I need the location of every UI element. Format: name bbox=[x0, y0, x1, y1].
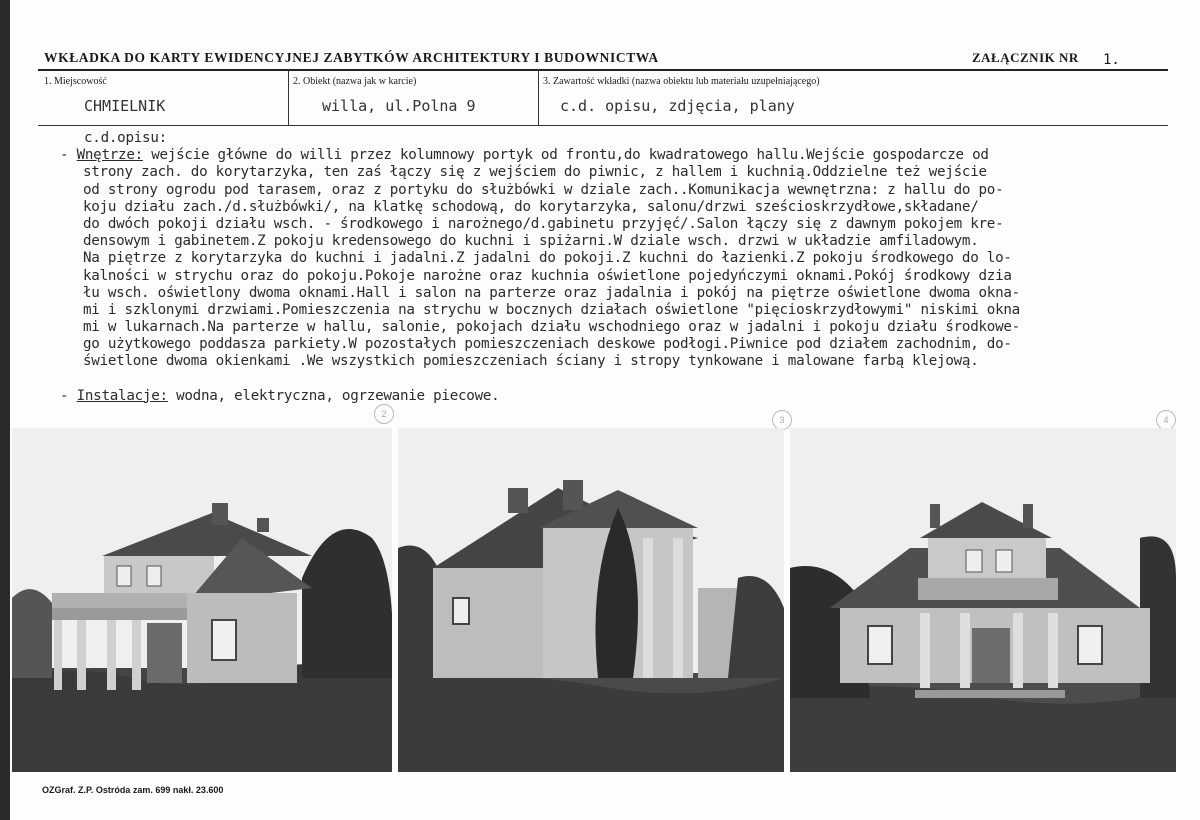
interior-line: Na piętrze z korytarzyka do kuchni i jadalni.Z jadalni do pokoji.Z kuchni do łazienki.Z pokoju środkowego do lo- bbox=[83, 250, 1012, 267]
annex-number: 1. bbox=[1103, 52, 1120, 68]
field-value-location: CHMIELNIK bbox=[84, 97, 166, 115]
interior-line: kalności w strychu oraz do pokoju.Pokoje narożne oraz kuchnia oświetlone pojedyńczymi oknami.Pokój środkowy dzia bbox=[83, 267, 1012, 284]
installations-text: wodna, elektryczna, ogrzewanie piecowe. bbox=[167, 387, 500, 404]
annex-label: ZAŁĄCZNIK NR bbox=[972, 50, 1079, 65]
field-label-contents: 3. Zawartość wkładki (nazwa obiektu lub materiału uzupełniającego) bbox=[543, 76, 820, 87]
description-heading: c.d.opisu: bbox=[84, 130, 167, 146]
interior-line: strony zach. do korytarzyka, ten zaś łączy się z wejściem do piwnic, z hallem i kuchnią.Oddzielne też wejście bbox=[83, 164, 987, 181]
blank-line bbox=[60, 371, 1180, 388]
field-divider bbox=[288, 70, 289, 126]
form-title: WKŁADKA DO KARTY EWIDENCYJNEJ ZABYTKÓW ARCHITEKTURY I BUDOWNICTWA bbox=[44, 50, 659, 65]
interior-label: Wnętrze: bbox=[76, 147, 143, 164]
installations-label: Instalacje: bbox=[76, 387, 168, 404]
photo-villa-front-view bbox=[790, 428, 1176, 772]
photo-number-2: 2 bbox=[374, 404, 394, 424]
interior-line: do dwóch pokoji działu wsch. - środkowego i narożnego/d.gabinetu przyjęć/.Salon łączy się z dawnym pokojem kre- bbox=[83, 215, 1004, 232]
photo-number-3: 3 bbox=[772, 410, 792, 430]
interior-line: od strony ogrodu pod tarasem, oraz z portyku do służbówki w dziale zach..Komunikacja wewnętrzna: z hallu do po- bbox=[83, 181, 1004, 198]
interior-line: łu wsch. oświetlony dwoma oknami.Hall i salon na parterze oraz jadalnia i pokój na piętrze oświetlone dwoma okna- bbox=[83, 284, 1020, 301]
interior-line: koju działu zach./d.służbówki/, na klatkę schodową, do korytarzyka, salonu/drzwi sześcioskrzydłowe,składane/ bbox=[83, 198, 979, 215]
photo-villa-corner-view bbox=[12, 428, 392, 772]
field-value-contents: c.d. opisu, zdjęcia, plany bbox=[560, 97, 795, 115]
photo-villa-front-image bbox=[790, 428, 1176, 772]
photo-villa-side-image bbox=[398, 428, 784, 772]
interior-line: mi i szklonymi drzwiami.Pomieszczenia na strychu w bocznych działach oświetlone "pięcioskrzydłowymi" niskimi okna bbox=[83, 301, 1020, 318]
description-line: - Wnętrze: wejście główne do willi przez kolumnowy portyk od frontu,do kwadratowego hallu.Wejście gospodarcze od bbox=[60, 147, 989, 164]
description-text bbox=[60, 130, 1180, 405]
interior-line: wejście główne do willi przez kolumnowy portyk od frontu,do kwadratowego hallu.Wejście gospodarcze od bbox=[142, 147, 989, 164]
installations-line: - Instalacje: wodna, elektryczna, ogrzewanie piecowe. bbox=[60, 387, 500, 404]
field-value-object: willa, ul.Polna 9 bbox=[322, 97, 476, 115]
field-label-location: 1. Miejscowość bbox=[44, 76, 107, 87]
field-label-object: 2. Obiekt (nazwa jak w karcie) bbox=[293, 76, 417, 87]
interior-line: densowym i gabinetem.Z pokoju kredensowego do kuchni i spiżarni.W dziale wsch. drzwi w układzie amfiladowym. bbox=[83, 233, 979, 250]
photo-villa-side-view bbox=[398, 428, 784, 772]
scan-edge bbox=[0, 0, 10, 820]
interior-line: mi w lukarnach.Na parterze w hallu, salonie, pokojach działu wschodniego oraz w jadalni i pokoju działu środkowe- bbox=[83, 319, 1020, 336]
header-rule bbox=[38, 69, 1168, 71]
photo-number-4: 4 bbox=[1156, 410, 1176, 430]
interior-line: go użytkowego poddasza parkiety.W pozostałych pomieszczeniach deskowe podłogi.Piwnice pod działem zachodnim, do- bbox=[83, 336, 1012, 353]
field-divider bbox=[538, 70, 539, 126]
interior-line: świetlone dwoma okienkami .We wszystkich pomieszczeniach ściany i stropy tynkowane i malowane farbą klejową. bbox=[83, 353, 979, 370]
photo-villa-corner-image bbox=[12, 428, 392, 772]
fields-rule bbox=[38, 125, 1168, 126]
print-footer: OZGraf. Z.P. Ostróda zam. 699 nakł. 23.600 bbox=[42, 785, 224, 795]
